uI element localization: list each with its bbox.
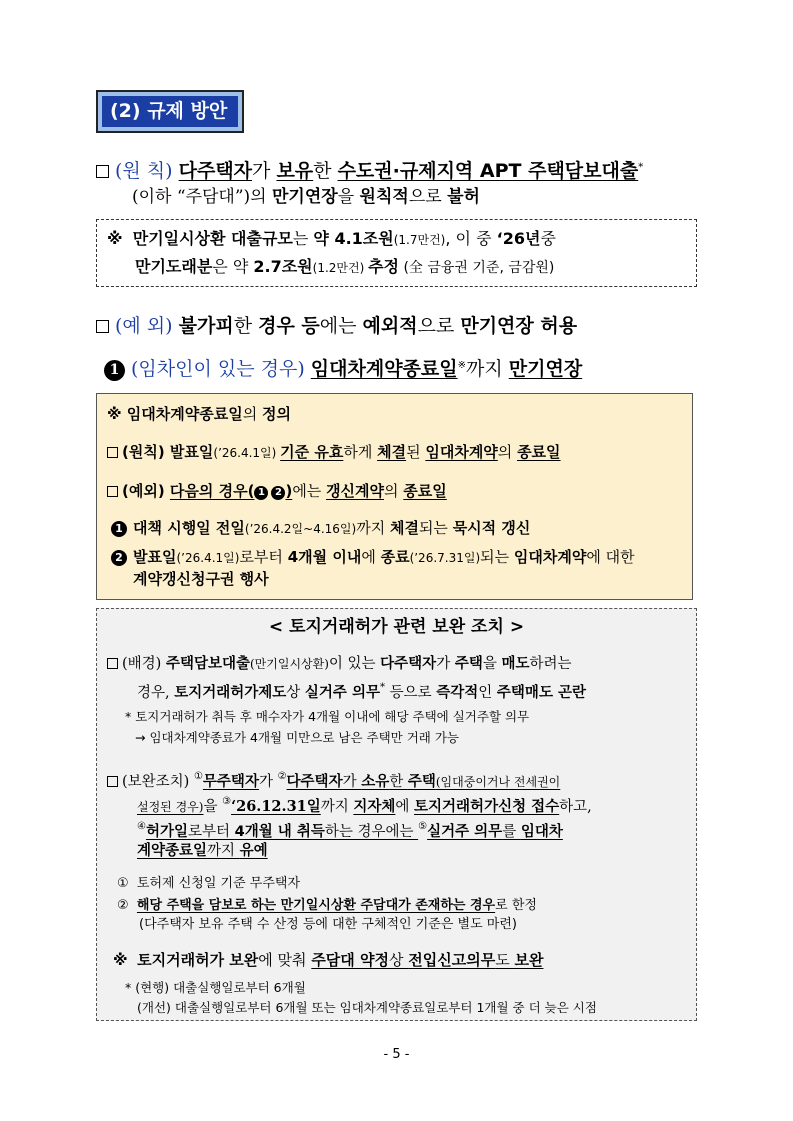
checkbox-square-icon xyxy=(107,486,118,497)
text: 도 xyxy=(495,951,515,969)
footnote-2: → 임대차계약종료가 4개월 미만으로 남은 주택만 거래 가능 xyxy=(135,730,459,745)
text: 2.7조원 xyxy=(253,257,313,276)
text: , 이 중 xyxy=(445,229,497,248)
text: 토지거래허가신청 접수 xyxy=(414,799,560,815)
text: 주택 xyxy=(454,656,483,672)
text: 설정된 경우) xyxy=(137,800,204,814)
text: (임대중이거나 전세권이 xyxy=(435,775,561,789)
checkbox-square-icon xyxy=(107,447,118,458)
text: 의 xyxy=(242,405,262,423)
text: ‘26.12.31일 xyxy=(231,798,321,815)
definition-title xyxy=(107,404,291,424)
text: 주택매도 곤란 xyxy=(496,685,587,701)
loan-size-note-box xyxy=(96,219,697,287)
circled-2: ② xyxy=(277,771,287,782)
text: 상 xyxy=(286,685,305,701)
registration-note xyxy=(113,949,543,971)
lease-end-definition-box xyxy=(96,393,693,600)
text: 까지 xyxy=(356,519,390,537)
text: 종료일 xyxy=(403,482,447,500)
text: 에 xyxy=(395,799,415,815)
section-title: (2) 규제 방안 xyxy=(102,96,238,127)
text: 다음의 경우( xyxy=(169,482,255,500)
text: ※ 임대차계약종료일 xyxy=(107,405,243,423)
footnote-4: (개선) 대출실행일로부터 6개월 또는 임대차계약종료일로부터 1개월 중 더 늦은 시점 xyxy=(137,1000,597,1015)
footnote-mark: * xyxy=(380,682,386,693)
text: 까지 xyxy=(207,843,240,859)
text: 가 xyxy=(342,774,362,790)
text: 에 xyxy=(361,548,381,566)
checkbox-square-icon xyxy=(107,658,118,669)
text: 으로 xyxy=(408,187,448,207)
circled-4: ④ xyxy=(137,821,146,832)
text: 실거주 의무 xyxy=(304,685,381,701)
text: 4개월 이내 xyxy=(287,548,362,566)
checkbox-square-icon xyxy=(107,776,118,787)
text-prohibited: 불허 xyxy=(447,187,480,207)
text: 허가일 xyxy=(145,824,188,840)
text-capital-apt-loan: 수도권·규제지역 APT 주택담보대출 xyxy=(337,160,639,182)
text: 인 xyxy=(478,685,497,701)
circled-1: ① xyxy=(117,876,129,891)
text: 된 xyxy=(406,443,426,461)
text-own: 보유 xyxy=(276,160,314,182)
circled-3: ③ xyxy=(222,796,232,807)
text: 추정 xyxy=(368,257,400,276)
text: 하는 경우에는 xyxy=(324,824,419,840)
text: 토지거래허가제도 xyxy=(174,685,287,701)
footnote-mark: * xyxy=(638,162,644,173)
note-mark: ※ xyxy=(107,229,123,248)
text: 약 4.1조원 xyxy=(313,229,394,248)
text: 정의 xyxy=(262,405,291,423)
background-line-1 xyxy=(107,653,572,675)
text: 가 xyxy=(436,656,455,672)
text: 토허제 신청일 기준 무주택자 xyxy=(136,876,301,891)
text: 상 xyxy=(389,951,409,969)
note-line-1 xyxy=(107,228,556,251)
text: 경우, xyxy=(137,685,175,701)
land-permit-box xyxy=(96,608,697,1021)
background-tag: (배경) xyxy=(122,656,166,672)
definition-sub-2-cont: 계약갱신청구권 행사 xyxy=(133,570,269,588)
supplement-line-2 xyxy=(137,791,592,818)
text: 등으로 xyxy=(385,685,437,701)
text-maturity-extension: 만기연장 xyxy=(272,187,338,207)
note-item-1 xyxy=(117,875,300,893)
text: 으로 xyxy=(417,315,461,337)
text-multi-homeowner: 다주택자 xyxy=(178,160,253,182)
text: 갱신계약 xyxy=(326,482,385,500)
principle-line-2 xyxy=(132,185,480,209)
text: 만기일시상환 대출규모 xyxy=(132,229,293,248)
text: 을 xyxy=(337,187,360,207)
footnote-1: * 토지거래허가 취득 후 매수자가 4개월 이내에 해당 주택에 실거주할 의무 xyxy=(125,709,530,724)
number-1-icon: 1 xyxy=(111,521,127,537)
text: (1.7만건) xyxy=(393,233,446,247)
text: 해당 주택을 담보로 하는 만기일시상환 주담대가 존재하는 경우 xyxy=(136,898,496,913)
text: 주택 xyxy=(407,774,436,790)
text: 주택담보대출 xyxy=(165,656,250,672)
text: 전입신고의무 xyxy=(408,951,496,969)
text: 묵시적 갱신 xyxy=(452,519,531,537)
text: 체결 xyxy=(377,443,407,461)
note-item-2-detail: (다주택자 보유 주택 수 산정 등에 대한 구체적인 기준은 별도 마련) xyxy=(139,917,517,932)
text: 임대차계약 xyxy=(425,443,498,461)
text: 실거주 의무 xyxy=(427,824,503,840)
text: 즉각적 xyxy=(436,685,479,701)
text: (이하 “주담대”)의 xyxy=(132,187,272,207)
text: 무주택자 xyxy=(202,774,259,790)
text: 보완 xyxy=(514,951,544,969)
text: ) xyxy=(285,482,293,500)
definition-sub-1 xyxy=(111,518,530,539)
footnote-mark: ※ xyxy=(457,360,467,371)
number-2-icon: 2 xyxy=(271,486,285,500)
supplement-tag: (보완조치) xyxy=(122,774,194,790)
note-item-2 xyxy=(117,897,537,915)
principle-line-1 xyxy=(96,155,643,184)
text: 까지 xyxy=(320,799,354,815)
text: 을 xyxy=(482,656,502,672)
text: 다주택자 xyxy=(286,774,343,790)
text-maturity-extension: 만기연장 xyxy=(508,358,583,380)
text: 주담대 약정 xyxy=(311,951,389,969)
text: (’26.7.31일) xyxy=(409,551,481,565)
text: 의 xyxy=(497,443,518,461)
supplement-line-4 xyxy=(137,840,268,862)
text: 임대차계약 xyxy=(513,548,587,566)
number-2-icon: 2 xyxy=(111,550,127,566)
text: (만기일시상환) xyxy=(249,657,329,671)
text: 로 한정 xyxy=(495,898,537,913)
page-number: - 5 - xyxy=(383,1047,410,1062)
text-lease-end-date: 임대차계약종료일 xyxy=(310,358,458,380)
text: 이 있는 xyxy=(328,656,381,672)
text: 체결 xyxy=(389,519,419,537)
text: 경우 등 xyxy=(258,315,320,337)
background-line-2 xyxy=(137,677,586,704)
text: 에는 xyxy=(319,315,363,337)
text: (예외) xyxy=(122,482,170,500)
text: 소유 xyxy=(361,774,390,790)
text: 임대차 xyxy=(520,824,563,840)
text: 예외적 xyxy=(362,315,418,337)
item-1-line xyxy=(104,353,582,382)
text: 중 xyxy=(540,229,556,248)
text: 지자체 xyxy=(353,799,396,815)
text: 매도 xyxy=(501,656,530,672)
text: 로부터 xyxy=(239,548,288,566)
text: 가 xyxy=(252,160,277,182)
text: 만기도래분 xyxy=(135,257,213,276)
principle-tag: (원 칙) xyxy=(115,160,173,182)
text: 하게 xyxy=(343,443,378,461)
exception-tag: (예 외) xyxy=(115,315,173,337)
text: 만기연장 허용 xyxy=(460,315,578,337)
text: 다주택자 xyxy=(380,656,437,672)
text: 불가피 xyxy=(178,315,234,337)
text: (’26.4.2일~4.16일) xyxy=(244,522,357,536)
circled-1: ① xyxy=(193,771,203,782)
text: (1.2만건) xyxy=(312,261,369,275)
circled-5: ⑤ xyxy=(418,821,428,832)
exception-line xyxy=(96,313,577,339)
circled-2: ② xyxy=(117,898,129,913)
text: (’26.4.1일) xyxy=(213,446,281,460)
text: (’26.4.1일) xyxy=(176,551,240,565)
text: 한 xyxy=(233,315,259,337)
text: 까지 xyxy=(466,358,509,380)
text: 기준 유효 xyxy=(280,443,344,461)
text: 의 xyxy=(384,482,404,500)
text: 을 xyxy=(203,799,223,815)
text: 가 xyxy=(258,774,278,790)
item-1-tag: (임차인이 있는 경우) xyxy=(131,358,311,380)
land-permit-title: < 토지거래허가 관련 보완 조치 > xyxy=(268,617,525,637)
text: 는 xyxy=(292,229,314,248)
supplement-line-1 xyxy=(107,766,560,793)
text: 하고, xyxy=(559,799,592,815)
text: 한 xyxy=(313,160,338,182)
text: 되는 xyxy=(418,519,453,537)
footnote-3: * (현행) 대출실행일로부터 6개월 xyxy=(125,980,306,995)
text: 에는 xyxy=(292,482,327,500)
text-in-principle: 원칙적 xyxy=(359,187,409,207)
text: 되는 xyxy=(480,548,514,566)
text: 를 xyxy=(502,824,521,840)
text: 로부터 xyxy=(188,824,235,840)
text: 유예 xyxy=(239,843,268,859)
text: 한 xyxy=(389,774,408,790)
definition-principle-row xyxy=(107,442,561,463)
text: (全 금융권 기준, 금감원) xyxy=(399,260,555,276)
text: 은 약 xyxy=(212,257,254,276)
number-1-icon: 1 xyxy=(254,486,268,500)
definition-sub-2 xyxy=(111,547,635,568)
text: 에 대한 xyxy=(586,548,635,566)
note-line-2 xyxy=(135,256,554,279)
text: (원칙) 발표일 xyxy=(122,443,214,461)
note-mark: ※ xyxy=(113,951,128,969)
text: 하려는 xyxy=(529,656,572,672)
checkbox-square-icon xyxy=(96,320,109,333)
text: 대책 시행일 전일 xyxy=(133,519,245,537)
definition-exception-row xyxy=(107,481,447,501)
text: 종료 xyxy=(380,548,410,566)
number-1-icon: 1 xyxy=(104,360,125,381)
text: 계약종료일 xyxy=(137,843,208,859)
text: 에 맞춰 xyxy=(258,951,312,969)
supplement-line-3 xyxy=(137,816,563,843)
text: 발표일 xyxy=(133,548,177,566)
text: 종료일 xyxy=(517,443,561,461)
text: 4개월 내 취득 xyxy=(234,824,325,840)
text: ‘26년 xyxy=(496,229,541,248)
section-title-box xyxy=(96,90,244,133)
text: 토지거래허가 보완 xyxy=(137,951,259,969)
checkbox-square-icon xyxy=(96,165,109,178)
